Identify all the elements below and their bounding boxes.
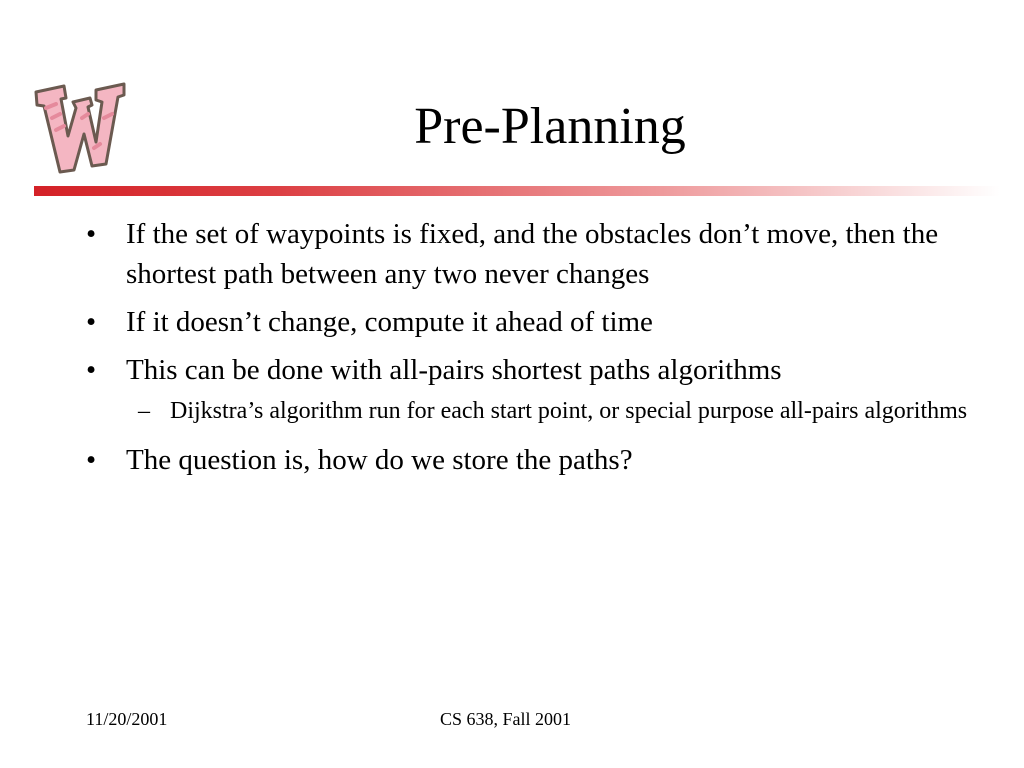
bullet-marker: •: [86, 306, 97, 338]
bullet-text: If the set of waypoints is fixed, and the obstacles don’t move, then the shortest path between any two never changes: [126, 218, 939, 290]
bullet-text: This can be done with all-pairs shortest paths algorithms: [126, 354, 782, 386]
bullet-text: The question is, how do we store the paths?: [126, 444, 633, 476]
bullet-item: [80, 440, 980, 480]
sub-bullet-marker: –: [138, 398, 150, 424]
wisconsin-w-logo-icon: [30, 78, 130, 178]
title-divider: [34, 186, 1000, 196]
bullet-item: [80, 214, 980, 294]
bullet-marker: •: [86, 354, 97, 386]
slide-title: Pre-Planning: [414, 98, 686, 155]
bullet-item: [80, 350, 980, 390]
slide-body: [80, 214, 980, 488]
bullet-item: [80, 302, 980, 342]
footer-course: CS 638, Fall 2001: [440, 709, 572, 729]
sub-bullet-text: Dijkstra’s algorithm run for each start point, or special purpose all-pairs algorithms: [170, 398, 968, 424]
sub-bullet-item: [80, 394, 980, 428]
footer-date: 11/20/2001: [86, 709, 168, 729]
bullet-marker: •: [86, 444, 97, 476]
bullet-text: If it doesn’t change, compute it ahead of time: [126, 306, 653, 338]
bullet-marker: •: [86, 218, 97, 250]
